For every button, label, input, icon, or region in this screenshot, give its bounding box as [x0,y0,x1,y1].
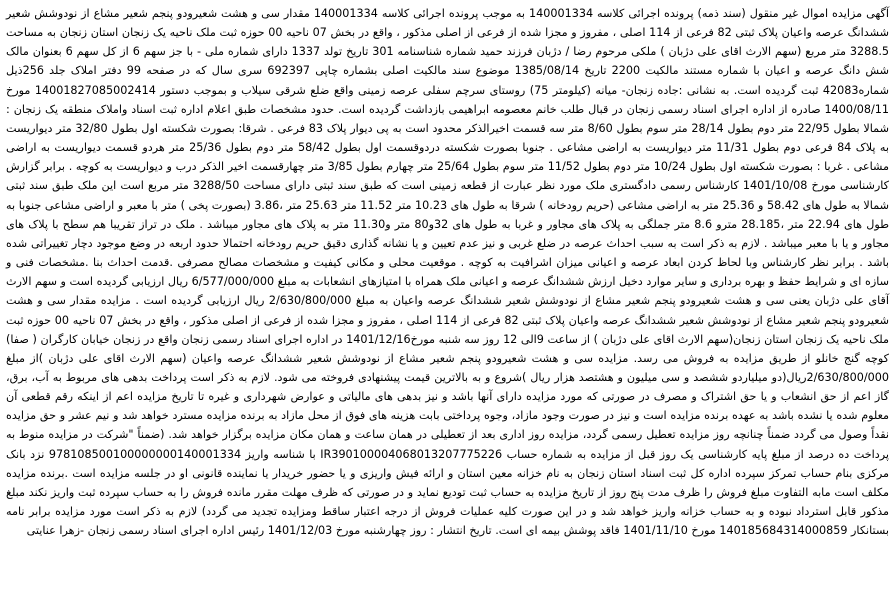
auction-notice-text: آگهی مزایده اموال غیر منقول (سند ذمه) پرونده اجرائی کلاسه 140001334 به موجب پرونده اجرائی کلاسه 140001334 مقدار سی و هشت شعیرودو پنجم شعیر مشاع از نودوشش شعیر ششدانگ عرصه واعیان پلاک ثبتی 82 فرعی از 114 اصلی ، مفروز و مجزا شده از فرعی از اصلی مذکور ، واقع در بخش 07 ناحیه 00 حوزه ثبت ملک ناحیه یک زنجان استان زنجان به مساحت 3288.5 متر مربع (سهم الارث اقای علی دژبان ) ملکی مرحوم رضا / دژبان فرزند حمید شماره شناسنامه 301 تاریخ تولد 1337 دارای شماره ملی - با جز سهم 6 از کل سهم 6 بعنوان مالک شش دانگ عرصه و اعیان با شماره مستند مالکیت 2200 تاریخ 1385/08/14 موضوع سند مالکیت اصلی بشماره چاپی 692397 سری سال که در صفحه 99 دفتر املاک جلد 256ذیل شماره42083 ثبت گردیده است. به نشانی :جاده زنجان- میانه (کیلومتر 75) روستای سرچم سفلی عرصه زمینی واقع ضلع شرقی سیلاب و بموجب دستور 14001827085002414 مورخ 1400/08/11 صادره از اداره اجرای اسناد رسمی زنجان در قبال طلب خانم معصومه ابراهیمی بازداشت گردیده است. حدود مشخصات طبق اعلام اداره ثبت اسناد واملاک منطقه یک زنجان : شمالا بطول 22/95 متر دوم بطول 28/14 متر سوم بطول 8/60 متر سه قسمت اخیرالذکر محدود است به پی دیوار پلاک 83 فرعی . شرقا: بصورت شکسته اول بطول 32/80 متر دیواریست به پلاک 84 فرعی دوم بطول 11/31 متر دیواریست به اراضی مشاعی . جنوبا بصورت شکسته دردوقسمت اول بطول 58/42 متر دوم بطول 25/36 متر هردو قسمت دیواریست به اراضی مشاعی . غربا : بصورت شکسته اول بطول 10/24 متر دوم بطول 11/52 متر سوم بطول 25/64 متر چهارم بطول 3/85 متر چهارقسمت اخیر الذکر درب و دیواریست به کوچه . برابر گزارش کارشناسی مورخ 1401/10/08 کارشناس رسمی دادگستری ملک مورد نظر عبارت از قطعه زمینی است که طبق سند ثبتی دارای مساحت 3288/50 متر مربع است این ملک طبق سند ثبتی شمالا به طول های 58.42 و 25.36 متر به اراضی مشاعی (حریم رودخانه ) شرقا به طول های 10.23 متر 11.52 متر 25.63 متر ،3.86 (بصورت پخی ) متر با معبر و اراضی مشاعی جنوبا به طول های 22.94 متر ،28.185 مترو 8.6 متر جملگی به پلاک های مجاور و غربا به طول های 32و80 متر و11.30 متر به پلاک های مجاور میباشد . ملک در تراز تقریبا هم سطح با پلاک های مجاور و یا با معبر میباشد . لازم به ذکر است به سبب احداث عرصه در ضلع غربی و نیز عدم تعیین و یا نشانه گذاری دقیق حریم رودخانه احتمالا حدود اربعه در وضع موجود دچار تغییراتی شده باشد . برابر نظر کارشناس وبا لحاظ کردن ابعاد عرصه و اعیانی میزان اشرافیت به کوچه . موقعیت محلی و مکانی کیفیت و مشخصات مصالح مصرفی .قدمت احداث بنا .مشخصات فنی و سازه ای و شرایط حفظ و بهره برداری و سایر موارد دخیل ارزش ششدانگ عرصه و اعیانی ملک همراه با امتیازهای انشعابات به مبلغ 6/577/000/000 ریال ارزیابی گردیده است و سهم الارث آقای علی دژبان یعنی سی و هشت شعیرودو پنجم شعیر مشاع از نودوشش شعیر ششدانگ عرصه واعیان به مبلغ 2/630/800/000 ریال ارزیابی گردیده است . مزایده مقدار سی و هشت شعیرودو پنجم شعیر مشاع از نودوشش شعیر ششدانگ عرصه واعیان پلاک ثبتی 82 فرعی از 114 اصلی ، مفروز و مجزا شده از فرعی از اصلی مذکور ، واقع در بخش 07 ناحیه 00 حوزه ثبت ملک ناحیه یک زنجان استان زنجان(سهم الارث اقای علی دژبان ) از ساعت 9الی 12 روز سه شنبه مورخ1401/12/16 در اداره اجرای اسناد رسمی زنجان واقع در زنجان خیابان کارگران ( صفا) کوچه گنج خانلو از طریق مزایده به فروش می رسد. مزایده سی و هشت شعیرودو پنجم شعیر مشاع از نودوشش شعیر ششدانگ عرصه واعیان (سهم الارث اقای علی دژبان )از مبلغ 2/630/800/000ریال(دو میلیاردو ششصد و سی میلیون و هشتصد هزار ریال )شروع و به بالاترین قیمت پیشنهادی فروخته می شود. لازم به ذکر است پرداخت بدهی های مربوط به آب، برق، گاز اعم از حق انشعاب و یا حق اشتراک و مصرف در صورتی که مورد مزایده دارای آنها باشد و نیز بدهی های مالیاتی و عوارض شهرداری و غیره تا تاریخ مزایده اعم از اینکه رقم قطعی آن معلوم شده یا نشده باشد به عهده برنده مزایده است و نیز در صورت وجود مازاد، وجوه پرداختی بابت هزینه های فوق از محل مازاد به برنده مزایده مسترد خواهد شد و نیم عشر و حق مزایده نقداً وصول می گردد ضمناً چنانچه روز مزایده تعطیل رسمی گردد، مزایده روز اداری بعد از تعطیلی در همان ساعت و همان مکان مزایده برگزار خواهد شد. (ضمناً "شرکت در مزایده منوط به پرداخت ده درصد از مبلغ پایه کارشناسی یک روز قبل از مزایده به شماره حساب IR390100004068013207775226 با شناسه واریز 978108500100000000140001334 نزد بانک مرکزی بنام حساب تمرکز سپرده اداره کل ثبت اسناد استان زنجان به نام خزانه معین استان و ارائه فیش واریزی و یا حضور خریدار یا نماینده قانونی او در جلسه مزایده است .برنده مزایده مکلف است مابه التفاوت مبلغ فروش را ظرف مدت پنج روز از تاریخ مزایده به حساب ثبت تودیع نماید و در صورتی که ظرف مهلت مقرر مانده فروش را به حساب سپرده ثبت واریز نکند مبلغ مذکور قابل استرداد نبوده و به حساب خزانه واریز خواهد شد و در این صورت کلیه عملیات فروش از درجه اعتبار ساقط ومزایده تجدید می گردد) لازم به ذکر است مورد مزایده برابر نامه بستانکار 140185684314000859 مورخ 1401/11/10 فاقد پوشش بیمه ای است. تاریخ انتشار : روز چهارشنبه مورخ 1401/12/03 رئیس اداره اجرای اسناد رسمی زنجان -زهرا عنایتی [6,7,890,538]
